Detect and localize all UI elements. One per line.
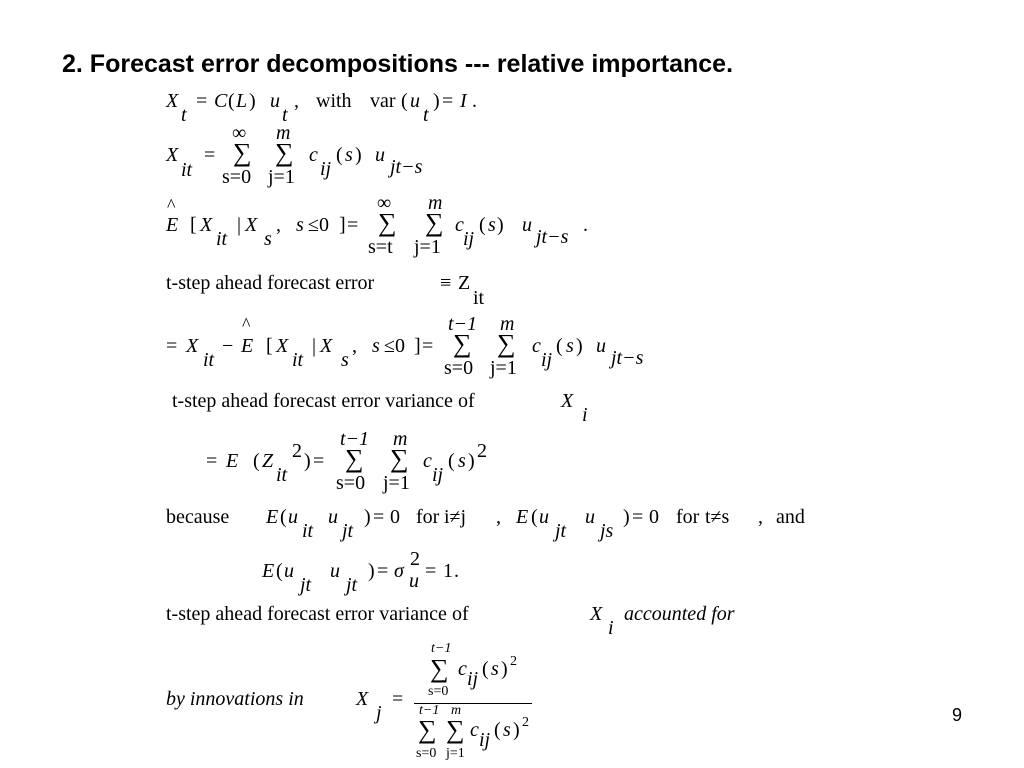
hat-accent: ^ (242, 314, 251, 334)
subscript-i: i (582, 404, 588, 426)
text-and: and (776, 506, 805, 528)
left-bracket: [ (266, 335, 273, 357)
summation-sign: ∑ (418, 715, 437, 744)
upper-m: m (451, 703, 462, 718)
text-with: with (316, 90, 352, 112)
lower-limit-s0: s=0 (222, 166, 252, 188)
subscript-it: it (216, 228, 228, 250)
symbol-E: E (241, 335, 254, 357)
symbol-u: u (375, 144, 385, 166)
subscript-ij: ij (541, 349, 553, 371)
subscript-jt: jt (300, 574, 312, 596)
symbol-u: u (522, 214, 532, 236)
symbol-E: E (226, 450, 239, 472)
subscript-i: i (608, 617, 614, 639)
symbol-s: s (488, 214, 496, 236)
symbol-c: c (458, 658, 467, 680)
subscript-j: j (376, 702, 382, 724)
symbol-s: s (296, 214, 304, 236)
symbol-u: u (596, 335, 606, 357)
equals-sign: = (347, 214, 359, 236)
subscript-it: it (473, 287, 485, 309)
symbol-u: u (585, 506, 595, 528)
conditional-bar: | (237, 214, 242, 236)
symbol-s: s (372, 335, 380, 357)
left-paren: ( (448, 450, 455, 472)
equals-sign: = (422, 335, 434, 357)
symbol-Z: Z (262, 450, 274, 472)
value-zero: 0 (390, 506, 400, 528)
subscript-s: s (264, 228, 272, 250)
hat-accent: ^ (167, 195, 176, 215)
symbol-u: u (330, 560, 340, 582)
left-paren: ( (479, 214, 486, 236)
symbol-X: X (186, 335, 199, 357)
subscript-t: t (181, 104, 187, 126)
symbol-Z: Z (458, 272, 471, 294)
left-paren: ( (276, 560, 283, 582)
symbol-sigma: σ (394, 560, 404, 582)
left-paren: ( (531, 506, 538, 528)
text-t-step-error: t-step ahead forecast error (166, 272, 375, 294)
summation-sign: ∑ (430, 654, 449, 683)
symbol-u: u (410, 90, 420, 112)
text-by-innovations-in: by innovations in (166, 688, 304, 710)
lower-limit-s0: s=0 (444, 357, 474, 379)
minus-sign: − (222, 335, 234, 357)
lower-limit-j1: j=1 (446, 746, 465, 761)
symbol-C: C (214, 90, 228, 112)
period: . (583, 214, 588, 236)
value-one: 1 (443, 560, 453, 582)
subscript-ij: ij (479, 729, 491, 751)
right-paren: ) (364, 506, 371, 528)
right-paren: ) (355, 144, 362, 166)
superscript-2: 2 (410, 548, 420, 570)
right-paren: ) (368, 560, 375, 582)
equals-sign: = (373, 506, 385, 528)
leq-zero: ≤0 (308, 214, 329, 236)
summation-sign: ∑ (453, 329, 472, 358)
symbol-X: X (245, 214, 258, 236)
upper-m: m (428, 192, 443, 214)
period: . (472, 90, 477, 112)
equals-sign: = (166, 335, 178, 357)
summation-sign: ∑ (378, 208, 397, 237)
text-for: for (676, 506, 700, 528)
subscript-ij: ij (432, 464, 444, 486)
symbol-s: s (491, 658, 499, 680)
superscript-2: 2 (477, 440, 487, 462)
symbol-c: c (309, 144, 318, 166)
symbol-c: c (455, 214, 464, 236)
symbol-E: E (262, 560, 275, 582)
summation-sign: ∑ (275, 138, 294, 167)
symbol-s: s (458, 450, 466, 472)
subscript-jt-s: jt−s (390, 156, 423, 178)
symbol-c: c (470, 719, 479, 741)
summation-sign: ∑ (233, 138, 252, 167)
summation-sign: ∑ (390, 444, 409, 473)
summation-sign: ∑ (425, 208, 444, 237)
right-bracket: ] (339, 214, 346, 236)
symbol-u: u (284, 560, 294, 582)
summation-sign: ∑ (497, 329, 516, 358)
subscript-ij: ij (320, 158, 332, 180)
symbol-u: u (539, 506, 549, 528)
subscript-it: it (181, 159, 193, 181)
subscript-jt-s: jt−s (536, 226, 569, 248)
text-t-step-variance: t-step ahead forecast error variance of (172, 390, 475, 412)
subscript-jt: jt (555, 520, 567, 542)
lower-limit-j1: j=1 (268, 166, 295, 188)
upper-t-minus-1: t−1 (448, 313, 478, 335)
symbol-u: u (270, 90, 280, 112)
upper-t-minus-1: t−1 (419, 703, 440, 718)
symbol-s: s (566, 335, 574, 357)
left-paren: ( (482, 658, 489, 680)
equals-sign: = (425, 560, 437, 582)
summation-sign: ∑ (345, 444, 364, 473)
text-accounted-for: accounted for (624, 603, 735, 625)
symbol-E: E (166, 214, 179, 236)
symbol-X: X (320, 335, 333, 357)
comma: , (352, 335, 357, 357)
text-because: because (166, 506, 230, 528)
right-paren: ) (304, 450, 311, 472)
left-bracket: [ (190, 214, 197, 236)
value-zero: 0 (649, 506, 659, 528)
right-paren: ) (576, 335, 583, 357)
lower-limit-j1: j=1 (383, 472, 410, 494)
equals-sign: = (196, 90, 208, 112)
left-paren: ( (336, 144, 343, 166)
subscript-js: js (600, 520, 614, 542)
t-neq-s: t≠s (705, 506, 730, 528)
symbol-X: X (276, 335, 289, 357)
left-paren: ( (556, 335, 563, 357)
symbol-c: c (423, 450, 432, 472)
lower-limit-s0: s=0 (416, 746, 437, 761)
comma: , (276, 214, 281, 236)
comma: , (496, 506, 501, 528)
upper-m: m (276, 122, 291, 144)
equals-sign: = (392, 688, 404, 710)
lower-limit-s0: s=0 (428, 684, 449, 699)
symbol-c: c (532, 335, 541, 357)
right-paren: ) (497, 214, 504, 236)
subscript-jt: jt (346, 574, 358, 596)
symbol-X: X (561, 390, 574, 412)
text-var: var (370, 90, 396, 112)
subscript-it: it (302, 520, 314, 542)
symbol-X: X (166, 90, 179, 112)
upper-t-minus-1: t−1 (340, 428, 370, 450)
period: . (454, 560, 459, 582)
symbol-u: u (328, 506, 338, 528)
right-paren: ) (513, 719, 520, 741)
right-paren: ) (501, 658, 508, 680)
symbol-X: X (590, 603, 603, 625)
upper-m: m (500, 313, 515, 335)
superscript-2: 2 (522, 715, 529, 730)
equals-sign: = (206, 450, 218, 472)
symbol-s: s (503, 719, 511, 741)
page-number: 9 (952, 705, 963, 725)
subscript-t: t (282, 104, 288, 126)
symbol-u: u (288, 506, 298, 528)
comma: , (758, 506, 763, 528)
subscript-jt-s: jt−s (611, 347, 644, 369)
lower-limit-s0: s=0 (336, 472, 366, 494)
right-paren: ) (249, 90, 256, 112)
symbol-E: E (266, 506, 279, 528)
upper-t-minus-1: t−1 (431, 641, 452, 656)
right-paren: ) (433, 90, 440, 112)
subscript-ij: ij (463, 228, 475, 250)
right-bracket: ] (414, 335, 421, 357)
symbol-L: L (236, 90, 248, 112)
equivalence-sign: ≡ (440, 272, 452, 294)
right-paren: ) (623, 506, 630, 528)
upper-infinity: ∞ (377, 192, 392, 214)
equals-sign: = (632, 506, 644, 528)
subscript-t: t (423, 104, 429, 126)
i-neq-j: i≠j (444, 506, 467, 528)
leq-zero: ≤0 (384, 335, 405, 357)
equals-sign: = (377, 560, 389, 582)
equals-sign: = (204, 144, 216, 166)
left-paren: ( (494, 719, 501, 741)
symbol-E: E (516, 506, 529, 528)
text-for: for (416, 506, 440, 528)
lower-limit-j1: j=1 (414, 236, 441, 258)
left-paren: ( (401, 90, 408, 112)
subscript-it: it (292, 349, 304, 371)
symbol-X: X (200, 214, 213, 236)
left-paren: ( (253, 450, 260, 472)
symbol-X: X (356, 688, 369, 710)
left-paren: ( (280, 506, 287, 528)
equals-sign: = (313, 450, 325, 472)
symbol-I: I (460, 90, 467, 112)
lower-limit-j1: j=1 (490, 357, 517, 379)
left-paren: ( (228, 90, 235, 112)
equals-sign: = (442, 90, 454, 112)
lower-limit-st: s=t (368, 236, 393, 258)
conditional-bar: | (312, 335, 317, 357)
subscript-it: it (276, 464, 288, 486)
upper-infinity: ∞ (232, 122, 247, 144)
summation-sign: ∑ (446, 715, 465, 744)
superscript-2: 2 (510, 654, 517, 669)
symbol-s: s (345, 144, 353, 166)
subscript-u: u (409, 570, 419, 592)
superscript-2: 2 (292, 440, 302, 462)
right-paren: ) (468, 450, 475, 472)
subscript-it: it (203, 349, 215, 371)
subscript-s: s (341, 349, 349, 371)
subscript-ij: ij (467, 668, 479, 690)
slide-title: 2. Forecast error decompositions --- relative importance. (62, 50, 734, 78)
subscript-jt: jt (342, 520, 354, 542)
comma: , (294, 90, 299, 112)
symbol-X: X (166, 144, 179, 166)
text-t-step-variance-accounted: t-step ahead forecast error variance of (166, 603, 469, 625)
upper-m: m (393, 428, 408, 450)
